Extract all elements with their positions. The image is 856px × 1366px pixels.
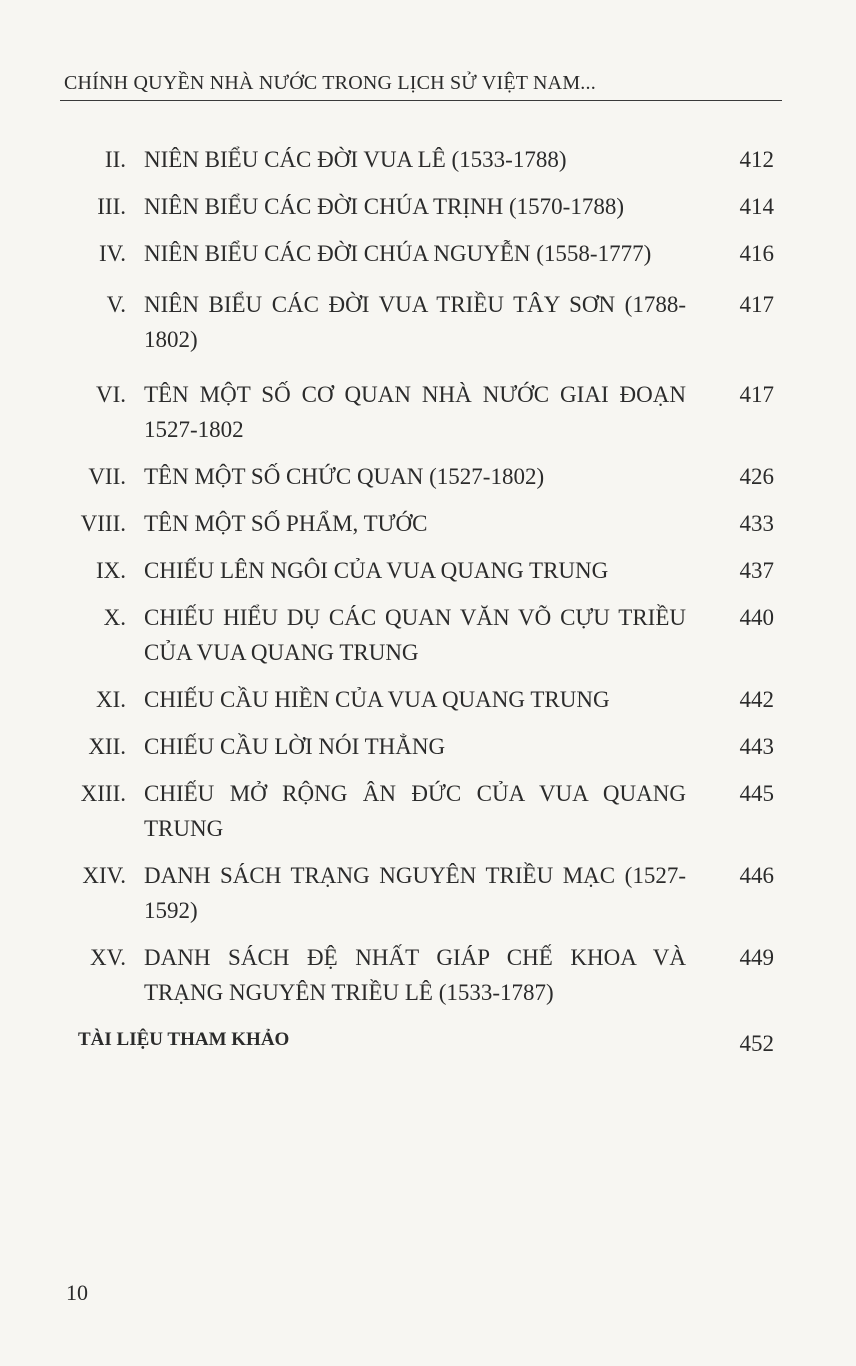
- toc-references-entry: [0, 1022, 856, 1057]
- toc-entry-title: CHIẾU HIỂU DỤ CÁC QUAN VĂN VÕ CỰU TRIỀU CỦA VUA QUANG TRUNG: [144, 605, 686, 665]
- toc-entry-title: CHIẾU CẦU HIỀN CỦA VUA QUANG TRUNG: [144, 687, 610, 712]
- toc-entry: [0, 682, 856, 717]
- toc-entry-number: VII.: [88, 464, 126, 489]
- running-header: CHÍNH QUYỀN NHÀ NƯỚC TRONG LỊCH SỬ VIỆT NAM...: [64, 72, 596, 94]
- toc-entry-page: 442: [739, 687, 774, 712]
- toc-entry-page: 440: [739, 605, 774, 630]
- toc-entry-number: II.: [104, 147, 126, 172]
- toc-entry: [0, 940, 856, 1010]
- toc-entry: [0, 189, 856, 224]
- toc-entry-page: 412: [739, 147, 774, 172]
- toc-entry-title: TÊN MỘT SỐ CHỨC QUAN (1527-1802): [144, 464, 545, 489]
- toc-entry-page: 417: [739, 292, 774, 317]
- toc-references-title: TÀI LIỆU THAM KHẢO: [78, 1029, 290, 1050]
- toc-entry-number: IV.: [98, 241, 126, 266]
- toc-entry-number: V.: [106, 292, 126, 317]
- toc-entry-title: TÊN MỘT SỐ PHẨM, TƯỚC: [144, 511, 428, 536]
- toc-entry: [0, 377, 856, 447]
- toc-entry-page: 437: [739, 558, 774, 583]
- toc-entry-title: NIÊN BIỂU CÁC ĐỜI CHÚA TRỊNH (1570-1788): [144, 194, 624, 219]
- toc-entry-title: NIÊN BIỂU CÁC ĐỜI VUA TRIỀU TÂY SƠN (1788-1802): [144, 292, 686, 352]
- toc-entry-title: CHIẾU MỞ RỘNG ÂN ĐỨC CỦA VUA QUANG TRUNG: [144, 781, 686, 841]
- toc-entry-page: 445: [739, 781, 774, 806]
- toc-entry-page: 426: [739, 464, 774, 489]
- toc-entry-number: VI.: [95, 382, 126, 407]
- toc-entry-page: 449: [739, 945, 774, 970]
- toc-entry-page: 446: [739, 863, 774, 888]
- toc-entry-page: 443: [739, 734, 774, 759]
- toc-entry: [0, 142, 856, 177]
- toc-entry-title: DANH SÁCH ĐỆ NHẤT GIÁP CHẾ KHOA VÀ TRẠNG NGUYÊN TRIỀU LÊ (1533-1787): [144, 945, 686, 1005]
- toc-entry-title: NIÊN BIỂU CÁC ĐỜI VUA LÊ (1533-1788): [144, 147, 567, 172]
- toc-entry-page: 433: [739, 511, 774, 536]
- toc-entry: [0, 287, 856, 357]
- toc-entry-number: XV.: [89, 945, 126, 970]
- toc-entry-page: 417: [739, 382, 774, 407]
- toc-entry-number: X.: [103, 605, 126, 630]
- toc-entry: [0, 553, 856, 588]
- toc-entry-number: XIII.: [80, 781, 126, 806]
- toc-entry-title: CHIẾU CẦU LỜI NÓI THẲNG: [144, 734, 446, 759]
- toc-entry-number: XII.: [88, 734, 126, 759]
- toc-entry-title: NIÊN BIỂU CÁC ĐỜI CHÚA NGUYỄN (1558-1777): [144, 241, 652, 266]
- toc-entry-number: XIV.: [82, 863, 126, 888]
- toc-entry-title: TÊN MỘT SỐ CƠ QUAN NHÀ NƯỚC GIAI ĐOẠN 1527-1802: [144, 382, 686, 442]
- toc-entry-number: VIII.: [80, 511, 126, 536]
- toc-entry-title: DANH SÁCH TRẠNG NGUYÊN TRIỀU MẠC (1527-1592): [144, 863, 686, 923]
- page-number: 10: [66, 1280, 88, 1305]
- toc-entry-number: XI.: [95, 687, 126, 712]
- toc-entry: [0, 776, 856, 846]
- toc-entry-title: CHIẾU LÊN NGÔI CỦA VUA QUANG TRUNG: [144, 558, 609, 583]
- toc-entry: [0, 236, 856, 271]
- toc-entry: [0, 729, 856, 764]
- table-of-contents: [0, 142, 856, 1057]
- toc-entry-page: 414: [739, 194, 774, 219]
- header-rule: [60, 100, 782, 101]
- toc-entry-number: IX.: [95, 558, 126, 583]
- toc-entry: [0, 600, 856, 670]
- toc-entry: [0, 858, 856, 928]
- toc-references-page: 452: [739, 1031, 774, 1056]
- toc-entry-number: III.: [97, 194, 126, 219]
- toc-entry: [0, 506, 856, 541]
- toc-entry: [0, 459, 856, 494]
- toc-entry-page: 416: [739, 241, 774, 266]
